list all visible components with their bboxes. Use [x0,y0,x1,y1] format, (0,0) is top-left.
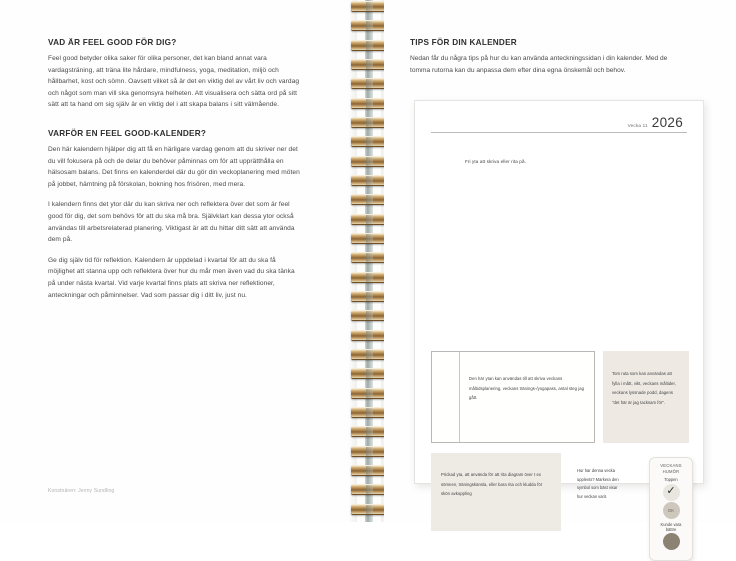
paragraph: Ge dig själv tid för reflektion. Kalendern är uppdelad i kvartal för att du ska få möjlighet att stanna upp och reflektera över hur du mår men även vad du ska tänka på under nästa kvartal. Vid varje kvartal finns plats att skriva ner reflektioner, anteckningar och påminnelser. Vad som passar dig i ditt liv, just nu. [48,256,295,299]
binding-ring [351,446,387,457]
binding-ring [351,175,387,186]
preview-bottom-row [431,453,689,531]
preview-lined-box-note: Den här ytan kan användas till att skriva veckans måltidsplanering, veckans tränings-/yogapass, antal steg jag gått. [469,376,584,400]
preview-tan-box [603,351,689,443]
paragraph: I kalendern finns det ytor där du kan skriva ner och reflektera över det som är feel good för dig, det som behövs för att du ska må bra. Självklart kan dessa ytor också användas till arbetsrelaterad planering. Viktigast är att du hittar ditt sätt att använda dem på. [48,201,295,244]
preview-header-rule [431,132,687,133]
preview-lined-box-wide-column [460,352,594,442]
binding-ring [351,484,387,495]
check-icon: ✓ [666,485,676,498]
binding-ring [351,156,387,167]
mood-option-bottom-label-line1: Kunde vara [660,521,682,527]
binding-ring [351,20,387,31]
preview-free-area-note: Fri yta att skriva eller rita på. [465,158,526,164]
mood-option-mid-circle[interactable] [663,502,680,519]
paragraph: Feel good betyder olika saker för olika personer, det kan bland annat vara vardagsträning, att träna lite hårdare, mindfulness, yoga, meditation, miljö och hållbarhet, kost och sömn. Oavsett vilket så är det en viktig del av vårt liv och vardag och något som man vill ska genomsyra helheten. Att visualisera och sätta ord på sitt sätt att ta hand om sig själv är en viktig del i att skapa balans i sitt välmående. [48,55,300,109]
binding-ring [351,117,387,128]
binding-ring [351,504,387,515]
binding-ring [351,98,387,109]
binding-ring [351,194,387,205]
preview-year: 2026 [651,115,683,130]
binding-ring [351,233,387,244]
preview-lined-box [431,351,595,443]
mood-option-bottom-circle[interactable] [663,533,680,550]
artist-credit: Konstnären: Jenny Sundling [48,488,115,494]
binding-ring [351,310,387,321]
mood-option-mid-label: OK [667,507,675,513]
binding-ring [351,59,387,70]
preview-dotted-box-note: Prickad yta, att använda för att rita diagram över t ex sömnen, träningskänsla, eller bara rita och kludda för skön avkoppling [441,472,543,496]
left-page [0,0,352,522]
binding-ring [351,407,387,418]
mood-card-title-line1: VECKANS [660,463,682,468]
binding-ring [351,1,387,12]
tips-intro-paragraph: Nedan får du några tips på hur du kan använda anteckningssidan i din kalender. Med de tomma rutorna kan du anpassa dem efter dina egna önskemål och behov. [410,55,668,74]
mood-option-bottom-label-line2: bättre [665,527,677,532]
mood-card-title-line2: HUMÖR [662,468,680,474]
binding-ring [351,136,387,147]
weekly-mood-card [649,457,693,561]
binding-ring [351,330,387,341]
binding-ring [351,78,387,89]
binding-ring [351,272,387,283]
tips-heading: TIPS FÖR DIN KALENDER [410,38,517,47]
section-heading-what-is-feel-good: VAD ÄR FEEL GOOD FÖR DIG? [48,38,177,47]
preview-middle-row [431,351,689,443]
mood-option-top-circle[interactable] [663,484,680,501]
paragraph: Den här kalendern hjälper dig att få en härligare vardag genom att du skriver ner det du vill fokusera på och de delar du behöver påminnas om för att upprätthålla en hälsosam balans. Det finns en kalenderdel där du gör din veckoplanering med möten på jobbet, hämtning på förskolan, bokning hos frisören, med mera. [48,145,300,188]
binding-ring [351,465,387,476]
binding-ring [351,252,387,263]
section-heading-why-feel-good-calendar: VARFÖR EN FEEL GOOD-KALENDER? [48,128,207,138]
preview-tan-box-note: Tom ruta som kan användas att fylla i mått, vikt, veckans måltider, veckans lyssnade podd, dagens "det här är jag tacksam för". [612,371,676,405]
section-what-is-feel-good [48,38,308,111]
binding-ring [351,291,387,302]
binding-ring [351,388,387,399]
preview-week-label: Vecka 11 [627,123,648,128]
preview-week-header [431,115,687,130]
preview-lined-box-narrow-column [432,352,460,442]
binding-ring [351,368,387,379]
binding-ring [351,40,387,51]
mood-option-top-label: Toppen [664,477,678,483]
preview-dotted-box [431,453,561,531]
binding-ring [351,214,387,225]
calendar-page-preview [414,100,704,532]
binding-ring [351,349,387,360]
preview-mood-instruction: Hur har denna vecka upplevts? Markera den symbol som bäst visar hur veckan varit. [577,468,619,499]
binding-ring [351,426,387,437]
section-why-feel-good-calendar [48,129,308,301]
